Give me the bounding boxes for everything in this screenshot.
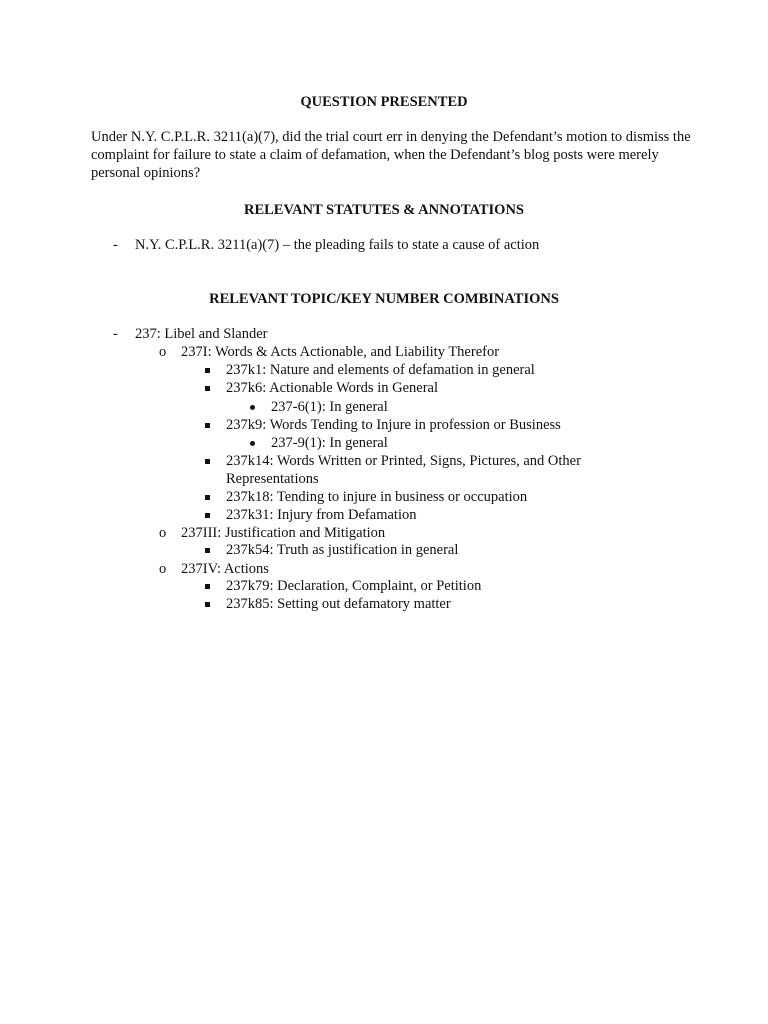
question-presented-text: Under N.Y. C.P.L.R. 3211(a)(7), did the trial court err in denying the Defendant’s motion to dismiss the complaint for failure to state a claim of defamation, when the Defendant’s blog posts were merely personal opinions? (91, 129, 691, 181)
key-237k85: 237k85: Setting out defamatory matter (226, 596, 451, 612)
question-presented-heading: QUESTION PRESENTED (300, 94, 468, 110)
topic-237: 237: Libel and Slander (135, 326, 268, 342)
subtopic-237III: 237III: Justification and Mitigation (181, 525, 386, 541)
square-bullet (205, 495, 210, 500)
relevant-statutes-heading: RELEVANT STATUTES & ANNOTATIONS (243, 202, 524, 218)
circle-bullet: o (159, 561, 167, 577)
topic-dash-bullet: - (113, 326, 118, 342)
square-bullet (205, 459, 210, 464)
key-237k14-line1: 237k14: Words Written or Printed, Signs, Pictures, and Other (226, 453, 581, 469)
square-bullet (205, 513, 210, 518)
key-237k14-line2: Representations (226, 471, 319, 487)
key-237k31: 237k31: Injury from Defamation (226, 507, 417, 523)
circle-bullet: o (159, 525, 167, 541)
key-237-9-1: 237-9(1): In general (271, 435, 388, 451)
subtopic-237I: 237I: Words & Acts Actionable, and Liability Therefor (181, 344, 500, 360)
key-237k9: 237k9: Words Tending to Injure in profession or Business (226, 417, 561, 433)
round-bullet (250, 441, 255, 446)
circle-bullet: o (159, 344, 167, 360)
key-237k18: 237k18: Tending to injure in business or occupation (226, 489, 528, 505)
key-237k6: 237k6: Actionable Words in General (226, 380, 438, 396)
round-bullet (250, 405, 255, 410)
square-bullet (205, 548, 210, 553)
square-bullet (205, 602, 210, 607)
statute-dash-bullet: - (113, 237, 118, 253)
relevant-topics-heading: RELEVANT TOPIC/KEY NUMBER COMBINATIONS (209, 291, 559, 307)
statute-item: N.Y. C.P.L.R. 3211(a)(7) – the pleading fails to state a cause of action (135, 237, 540, 253)
subtopic-237IV: 237IV: Actions (181, 561, 269, 577)
square-bullet (205, 386, 210, 391)
square-bullet (205, 423, 210, 428)
key-237-6-1: 237-6(1): In general (271, 399, 388, 415)
key-237k54: 237k54: Truth as justification in general (226, 542, 459, 558)
square-bullet (205, 368, 210, 373)
key-237k1: 237k1: Nature and elements of defamation in general (226, 362, 535, 378)
square-bullet (205, 584, 210, 589)
key-237k79: 237k79: Declaration, Complaint, or Petition (226, 578, 482, 594)
